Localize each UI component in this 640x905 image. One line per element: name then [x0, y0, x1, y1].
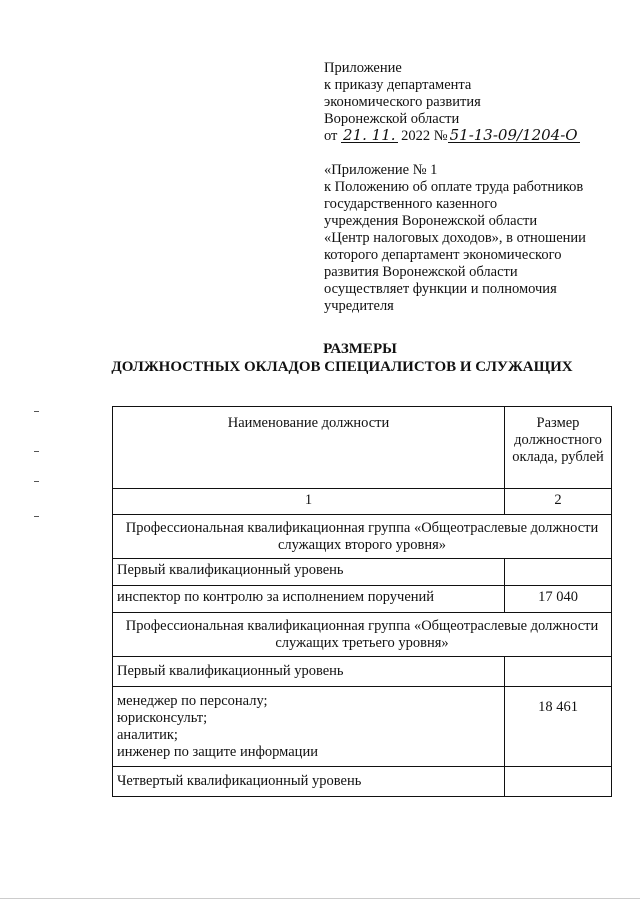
group-title-line: служащих третьего уровня»	[275, 635, 449, 651]
order-reference	[324, 60, 624, 145]
appendix-line: к Положению об оплате труда работников	[324, 179, 584, 195]
group-title-line: Профессиональная квалификационная группа «Общеотраслевые должности	[125, 618, 599, 634]
header-salary-size	[505, 407, 612, 489]
handwritten-order-number: 51-13-09/1204-О	[449, 126, 578, 144]
header-salary-line: должностного	[514, 432, 602, 448]
handwritten-date: 21. 11.	[343, 126, 396, 144]
level-row	[113, 657, 612, 687]
margin-mark	[34, 516, 39, 517]
margin-mark	[34, 481, 39, 482]
empty-salary-cell	[505, 767, 612, 797]
qualification-level: Первый квалификационный уровень	[113, 559, 505, 586]
header-position-name: Наименование должности	[113, 407, 505, 489]
scan-edge-line	[0, 898, 640, 899]
group-row	[113, 515, 612, 559]
group-title-line: Профессиональная квалификационная группа «Общеотраслевые должности	[125, 520, 599, 536]
date-prefix: от	[324, 128, 338, 144]
margin-mark	[34, 451, 39, 452]
document-title: РАЗМЕРЫ	[323, 341, 397, 357]
number-prefix: №	[433, 128, 448, 144]
position-name: аналитик;	[117, 727, 178, 743]
appendix-line: учредителя	[324, 298, 394, 314]
reference-line: экономического развития	[324, 94, 481, 110]
appendix-line: «Центр налоговых доходов», в отношении	[324, 230, 586, 246]
group-title	[113, 515, 612, 559]
position-name: инженер по защите информации	[117, 744, 318, 760]
appendix-line: государственного казенного	[324, 196, 498, 212]
group-row	[113, 613, 612, 657]
position-name: менеджер по персоналу;	[117, 693, 268, 709]
empty-salary-cell	[505, 559, 612, 586]
position-list	[113, 687, 505, 767]
qualification-level: Четвертый квалификационный уровень	[113, 767, 505, 797]
appendix-line: «Приложение № 1	[324, 162, 438, 178]
salary-value: 18 461	[505, 687, 612, 767]
group-title-line: служащих второго уровня»	[277, 537, 447, 553]
level-row	[113, 767, 612, 797]
group-title	[113, 613, 612, 657]
position-row	[113, 687, 612, 767]
appendix-line: которого департамент экономического	[324, 247, 562, 263]
qualification-level: Первый квалификационный уровень	[113, 657, 505, 687]
appendix-reference	[324, 162, 624, 315]
salary-table	[112, 406, 612, 797]
position-name: юрисконсульт;	[117, 710, 208, 726]
column-number-row	[113, 489, 612, 515]
level-row	[113, 559, 612, 586]
appendix-line: учреждения Воронежской области	[324, 213, 538, 229]
column-number: 1	[113, 489, 505, 515]
document-subtitle: ДОЛЖНОСТНЫХ ОКЛАДОВ СПЕЦИАЛИСТОВ И СЛУЖАЩИХ	[111, 359, 573, 375]
reference-line: к приказу департамента	[324, 77, 472, 93]
position-name: инспектор по контролю за исполнением поручений	[113, 586, 505, 613]
reference-line: Приложение	[324, 60, 402, 76]
order-date-number	[324, 128, 624, 145]
header-salary-line: оклада, рублей	[512, 449, 604, 465]
margin-mark	[34, 411, 39, 412]
appendix-line: осуществляет функции и полномочия	[324, 281, 557, 297]
order-year: 2022	[401, 128, 431, 144]
appendix-line: развития Воронежской области	[324, 264, 518, 280]
position-row	[113, 586, 612, 613]
empty-salary-cell	[505, 657, 612, 687]
salary-value: 17 040	[505, 586, 612, 613]
header-salary-line: Размер	[536, 415, 580, 431]
reference-line: Воронежской области	[324, 111, 460, 127]
table-header-row	[113, 407, 612, 489]
column-number: 2	[505, 489, 612, 515]
